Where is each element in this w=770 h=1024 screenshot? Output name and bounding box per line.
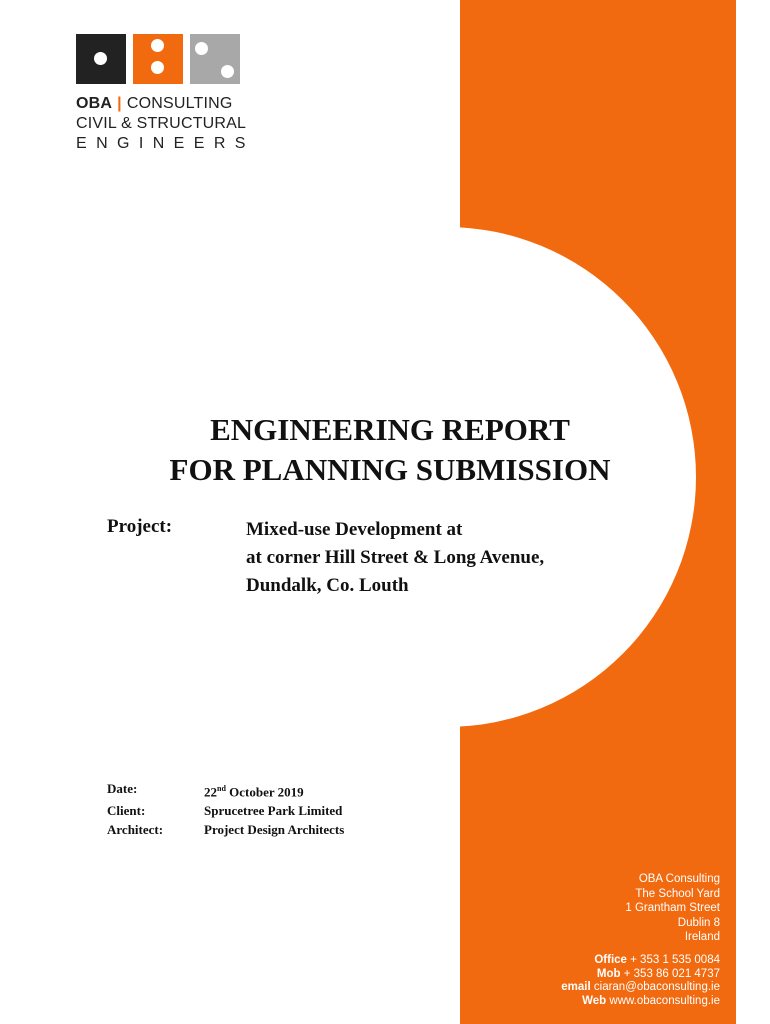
- web-label: Web: [582, 994, 607, 1007]
- date-day: 22: [204, 784, 217, 800]
- email-contact: [561, 981, 720, 995]
- address-line-4: Ireland: [684, 931, 720, 943]
- logo-dot: [195, 42, 208, 55]
- report-title-line-1: ENGINEERING REPORT: [210, 412, 570, 447]
- report-title-line-2: FOR PLANNING SUBMISSION: [169, 452, 611, 487]
- project-label: Project:: [107, 516, 173, 537]
- address-line-1: The School Yard: [635, 887, 720, 900]
- logo-block-grey: [190, 34, 240, 84]
- logo-division: CONSULTING: [126, 95, 233, 112]
- date-label: Date:: [107, 781, 138, 796]
- office-phone: [561, 954, 720, 968]
- address-line-3: Dublin 8: [677, 916, 720, 929]
- date-suffix: nd: [217, 784, 226, 793]
- architect-row: [107, 820, 344, 839]
- logo-separator: |: [117, 95, 122, 112]
- report-meta: [107, 779, 344, 839]
- project-description: [246, 516, 544, 600]
- logo-line-3: ENGINEERS: [76, 135, 255, 152]
- logo-company: OBA: [76, 95, 113, 112]
- logo-dot: [221, 65, 234, 78]
- client-value: Sprucetree Park Limited: [204, 803, 343, 819]
- architect-label: Architect:: [107, 822, 164, 838]
- logo-wordmark: [76, 94, 255, 154]
- date-row: [107, 779, 344, 801]
- web-contact: [561, 995, 720, 1009]
- company-address: [625, 872, 720, 945]
- logo-mark: [76, 34, 255, 84]
- email-value: ciaran@obaconsulting.ie: [590, 981, 720, 993]
- office-label: Office: [594, 954, 627, 966]
- architect-value: Project Design Architects: [204, 822, 345, 838]
- logo-block-orange: [133, 34, 183, 84]
- mobile-phone: [561, 968, 720, 982]
- mob-label: Mob: [596, 967, 621, 980]
- web-value: www.obaconsulting.ie: [606, 994, 720, 1007]
- logo-line-1: [76, 94, 255, 114]
- logo-dot: [94, 52, 107, 65]
- date-rest: October 2019: [225, 784, 304, 800]
- logo-line-2: CIVIL & STRUCTURAL: [76, 115, 247, 132]
- logo-block-dark: [76, 34, 126, 84]
- contact-details: [561, 954, 720, 1008]
- address-name: OBA Consulting: [638, 873, 720, 885]
- office-value: + 353 1 535 0084: [626, 954, 720, 966]
- company-logo: [76, 34, 255, 154]
- address-line-2: 1 Grantham Street: [625, 902, 720, 914]
- email-label: email: [561, 981, 591, 993]
- project-line-3: Dundalk, Co. Louth: [246, 575, 409, 596]
- client-row: [107, 801, 344, 820]
- mob-value: + 353 86 021 4737: [620, 967, 720, 980]
- project-line-2: at corner Hill Street & Long Avenue,: [246, 547, 545, 568]
- project-line-1: Mixed-use Development at: [246, 519, 463, 540]
- report-title: [160, 410, 620, 490]
- date-value: [204, 779, 304, 801]
- client-label: Client:: [107, 803, 146, 819]
- logo-dot: [151, 61, 164, 74]
- logo-dot: [151, 39, 164, 52]
